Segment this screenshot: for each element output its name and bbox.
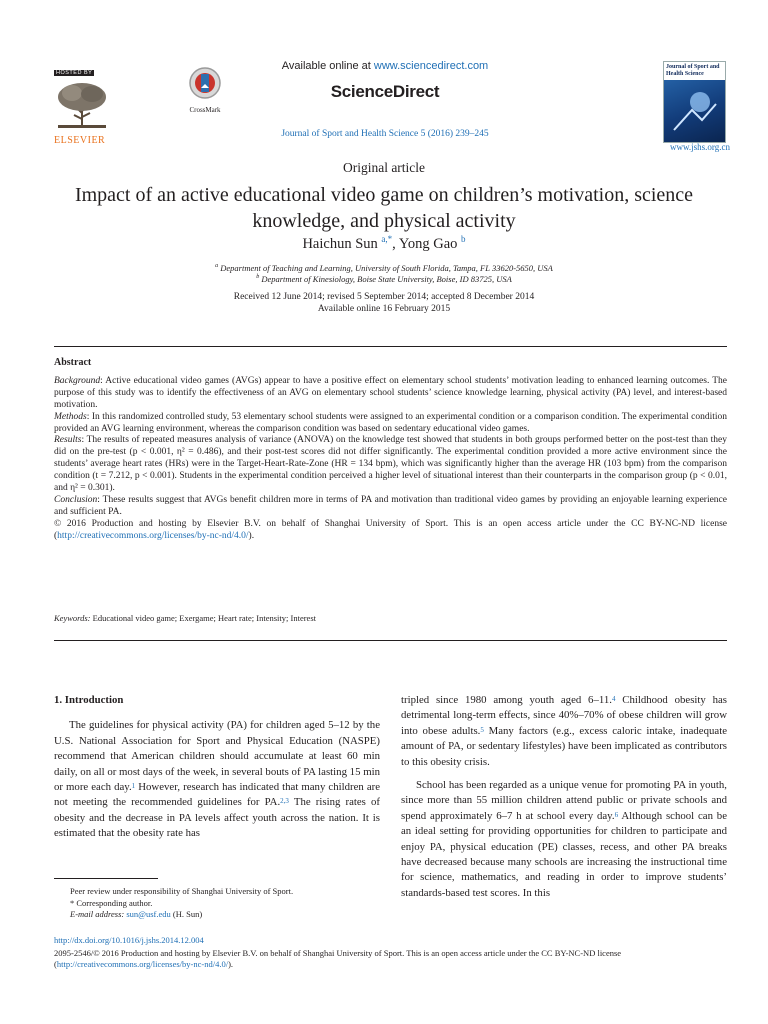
affiliation-a [0,263,768,273]
abstract-label: Methods [54,411,87,422]
license-link[interactable]: http://creativecommons.org/licenses/by-nc-nd/4.0/ [56,959,229,969]
available-prefix: Available online at [281,60,374,72]
affiliation-text: Department of Teaching and Learning, University of South Florida, Tampa, FL 33620-5650, USA [220,263,553,273]
divider [54,346,727,347]
abstract-heading: Abstract [54,357,92,368]
issn-license [54,948,727,970]
corresponding-author-note [54,898,380,910]
body-text: The guidelines for physical activity (PA) for children aged 5–12 by the U.S. National Association for Sport and Physical Education (NASPE) recommend that American children should accumulate at least 60 min daily, on all or most days of the week, in several bouts of PA lasting 15 min or more each day. [54,719,380,794]
keywords-text: Educational video game; Exergame; Heart rate; Intensity; Interest [90,613,316,623]
affiliation-marker: b [256,274,260,281]
abstract-text: : In this randomized controlled study, 53 elementary school students were assigned to an experimental condition or a comparison condition. The experimental condition provided an AVG learning environment, whereas the comparison condition was based on sedentary educational video games. [54,411,727,434]
body-column-left [54,693,380,842]
citation-link[interactable]: 1 [131,782,136,791]
abstract-text: : These results suggest that AVGs benefit children more in terms of PA and motivation than traditional video games by providing an enjoyable learning experience and sufficient PA. [54,494,727,517]
body-text: School has been regarded as a unique venue for promoting PA in youth, since more than 55 million children attend public or private schools and spend approximately 6–7 h at school every day. [401,779,727,822]
body-text: tripled since 1980 among youth aged 6–11. [401,694,612,706]
author-list [0,236,768,253]
section-heading: 1. Introduction [54,694,124,706]
abstract-results [54,435,727,495]
cover-image-icon [664,80,725,138]
article-type: Original article [342,160,426,175]
journal-citation[interactable]: Journal of Sport and Health Science 5 (2016) 239–245 [281,129,489,139]
footnote-divider [54,878,158,879]
author-name: Yong Gao [398,236,458,252]
affiliation-text: Department of Kinesiology, Boise State University, Boise, ID 83725, USA [261,274,512,284]
citation-link[interactable]: 4 [611,695,616,703]
author-affiliation-marker[interactable]: a,* [381,234,393,244]
elsevier-wordmark: ELSEVIER [54,135,106,146]
abstract-section [54,357,727,543]
cover-title: Journal of Sport and Health Science [664,62,725,80]
citation-link[interactable]: 6 [614,810,619,819]
abstract-methods [54,412,727,436]
hosted-by-label: HOSTED BY [56,70,93,76]
tree-icon [54,79,110,129]
issn-end: ). [228,959,234,969]
keywords-label: Keywords: [54,613,91,623]
body-text: Although school can be an ideal setting for providing opportunities for children to participate and enjoy PA, physical education (PE) classes, recess, and other PA breaks have decreased because many schools are increasing the instructional time for science, mathematics, and reading in order to improve students’ standards-based test scores. In this [401,809,727,899]
author-name: Haichun Sun [302,236,378,252]
footnote-marker: * [70,897,75,908]
copyright-end: ). [248,530,255,541]
author-separator: , [392,236,399,252]
abstract-copyright [54,519,727,543]
abstract-label: Conclusion [54,494,98,505]
body-paragraph [401,778,727,901]
available-online [240,60,530,72]
affiliation-marker: a [215,263,219,270]
footnotes [54,886,380,921]
body-text: However, research has indicated that many children are not meeting the recommended guidelines for PA. [54,781,380,809]
sciencedirect-brand: ScienceDirect [330,82,440,101]
author-affiliation-marker[interactable]: b [461,234,466,244]
article-dates: Received 12 June 2014; revised 5 September 2014; accepted 8 December 2014 [233,292,535,302]
abstract-text: : Active educational video games (AVGs) appear to have a positive effect on elementary school students’ motivation leading to enhanced learning outcomes. The purpose of this study was to identify the effectiveness of an AVG on elementary school students’ science knowledge learning, physical activity (PA) level, and interest-based motivation. [54,375,727,410]
email-link[interactable]: sun@usf.edu [126,909,171,919]
license-link[interactable]: http://creativecommons.org/licenses/by-nc-nd/4.0/ [57,530,249,541]
keywords [54,613,727,623]
citation-link[interactable]: 5 [480,725,484,734]
body-text: Childhood obesity has detrimental long-term effects, since 40%–70% of obese children will grow into obese adults. [401,694,727,737]
doi-link[interactable]: http://dx.doi.org/10.1016/j.jshs.2014.12.004 [54,935,204,945]
crossmark-label: CrossMark [189,106,221,114]
body-paragraph [401,693,727,770]
body-paragraph [54,718,380,841]
divider [54,640,727,641]
journal-url-link[interactable]: www.jshs.org.cn [670,142,730,152]
body-column-right [401,693,727,901]
email-note [54,909,380,921]
abstract-label: Background [54,375,101,386]
peer-review-note: Peer review under responsibility of Shanghai University of Sport. [70,886,294,896]
affiliation-b [0,274,768,284]
email-label: E-mail address: [70,909,125,919]
crossmark-icon [188,66,222,100]
email-suffix: (H. Sun) [170,909,203,919]
body-text: Many factors (e.g., excess caloric intake, inadequate amount of PA, or sedentary lifestyles) have been implicated as contributors to this obesity crisis. [401,724,727,768]
copyright-text: © 2016 Production and hosting by Elsevier B.V. on behalf of Shanghai University of Sport. This is an open access article under the CC BY-NC-ND license ( [54,518,727,541]
citation-link[interactable]: 2,3 [280,797,289,806]
article-title: Impact of an active educational video game on children’s motivation, science knowledge, and physical activity [74,184,694,232]
crossmark-badge[interactable] [181,66,229,112]
elsevier-logo[interactable] [54,61,110,146]
issn-text: 2095-2546/© 2016 Production and hosting by Elsevier B.V. on behalf of Shanghai University of Sport. This is an open access article under the CC BY-NC-ND license ( [54,948,622,969]
abstract-conclusion [54,495,727,519]
journal-cover[interactable] [663,61,726,143]
corresponding-text: Corresponding author. [74,897,153,908]
abstract-background [54,376,727,412]
body-text: The rising rates of obesity and the decrease in PA levels affect youth across the nation. It is estimated that the obesity rate has [54,796,380,840]
online-date: Available online 16 February 2015 [317,304,451,314]
abstract-text: : The results of repeated measures analysis of variance (ANOVA) on the knowledge test showed that students in both groups performed better on the post-test than they did on the pre-test (p < 0.001, η² = 0.486), and their post-test scores did not differ significantly. The experimental condition provided a more active environment since the students’ average heart rates (HRs) were in the Target-Heart-Rate-Zone (HR = 134 bpm), which was significantly higher than the average HR (103 bpm) from the comparison condition (t = 7.212, p < 0.001). Students in the experimental condition perceived a higher level of situational interest than their counterparts in the comparison group (p < 0.01, and η² = 0.301). [54,435,727,494]
abstract-label: Results [54,435,82,446]
sciencedirect-link[interactable]: www.sciencedirect.com [373,60,489,72]
